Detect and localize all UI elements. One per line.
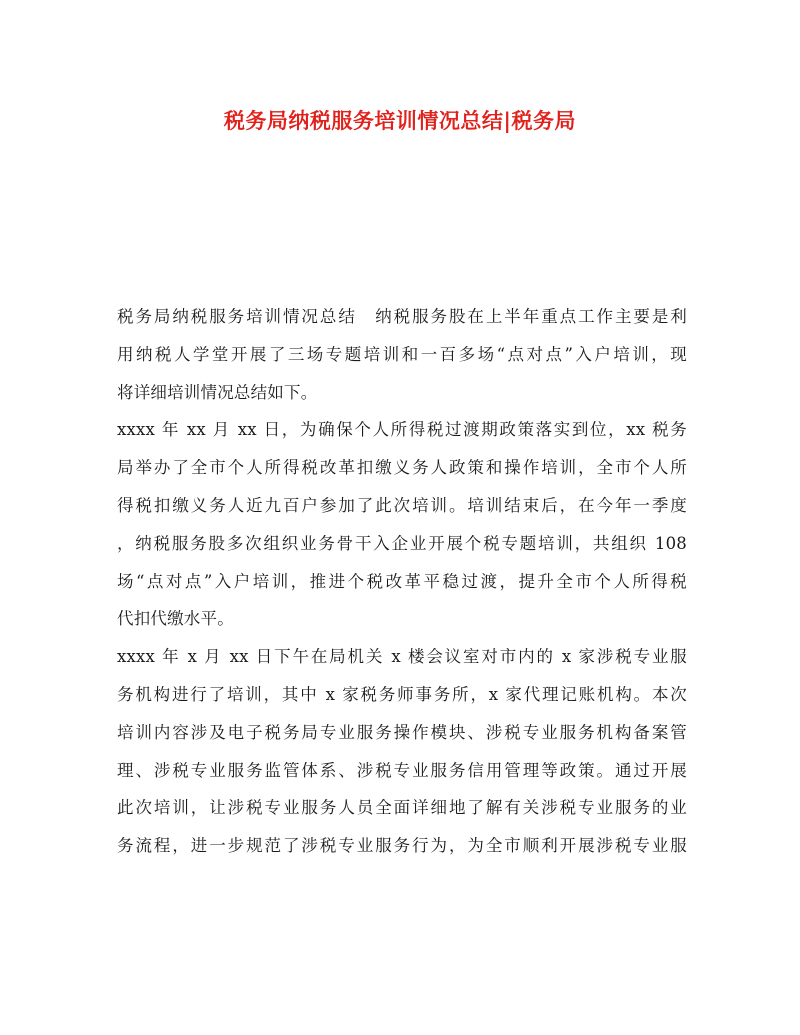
text-line: ，纳税服务股多次组织业务骨干入企业开展个税专题培训，共组织 108 [117, 533, 687, 553]
document-title: 税务局纳税服务培训情况总结|税务局 [223, 108, 577, 133]
document-body [117, 298, 687, 865]
text-line: xxxx 年 x 月 xx 日下午在局机关 x 楼会议室对市内的 x 家涉税专业服 [117, 647, 687, 667]
text-line: 场“点对点”入户培训，推进个税改革平稳过渡，提升全市个人所得税 [117, 571, 687, 591]
paragraph-3 [117, 638, 687, 865]
text-line: 培训内容涉及电子税务局专业服务操作模块、涉税专业服务机构备案管 [117, 722, 687, 742]
text-line: 务机构进行了培训，其中 x 家税务师事务所，x 家代理记账机构。本次 [117, 684, 687, 704]
paragraph-1 [117, 298, 687, 411]
text-line: 得税扣缴义务人近九百户参加了此次培训。培训结束后，在今年一季度 [117, 495, 687, 515]
text-line: 代扣代缴水平。 [117, 609, 234, 629]
text-line: 务流程，进一步规范了涉税专业服务行为，为全市顺利开展涉税专业服 [117, 836, 687, 856]
text-line: 局举办了全市个人所得税改革扣缴义务人政策和操作培训，全市个人所 [117, 458, 687, 478]
paragraph-2 [117, 411, 687, 638]
text-line: 用纳税人学堂开展了三场专题培训和一百多场“点对点”入户培训，现 [117, 344, 687, 364]
text-line: 此次培训，让涉税专业服务人员全面详细地了解有关涉税专业服务的业 [117, 798, 687, 818]
text-line: xxxx 年 xx 月 xx 日，为确保个人所得税过渡期政策落实到位，xx 税务 [117, 420, 687, 440]
text-line: 理、涉税专业服务监管体系、涉税专业服务信用管理等政策。通过开展 [117, 760, 687, 780]
text-line: 将详细培训情况总结如下。 [117, 382, 318, 402]
text-line: 税务局纳税服务培训情况总结 纳税服务股在上半年重点工作主要是利 [117, 307, 687, 326]
